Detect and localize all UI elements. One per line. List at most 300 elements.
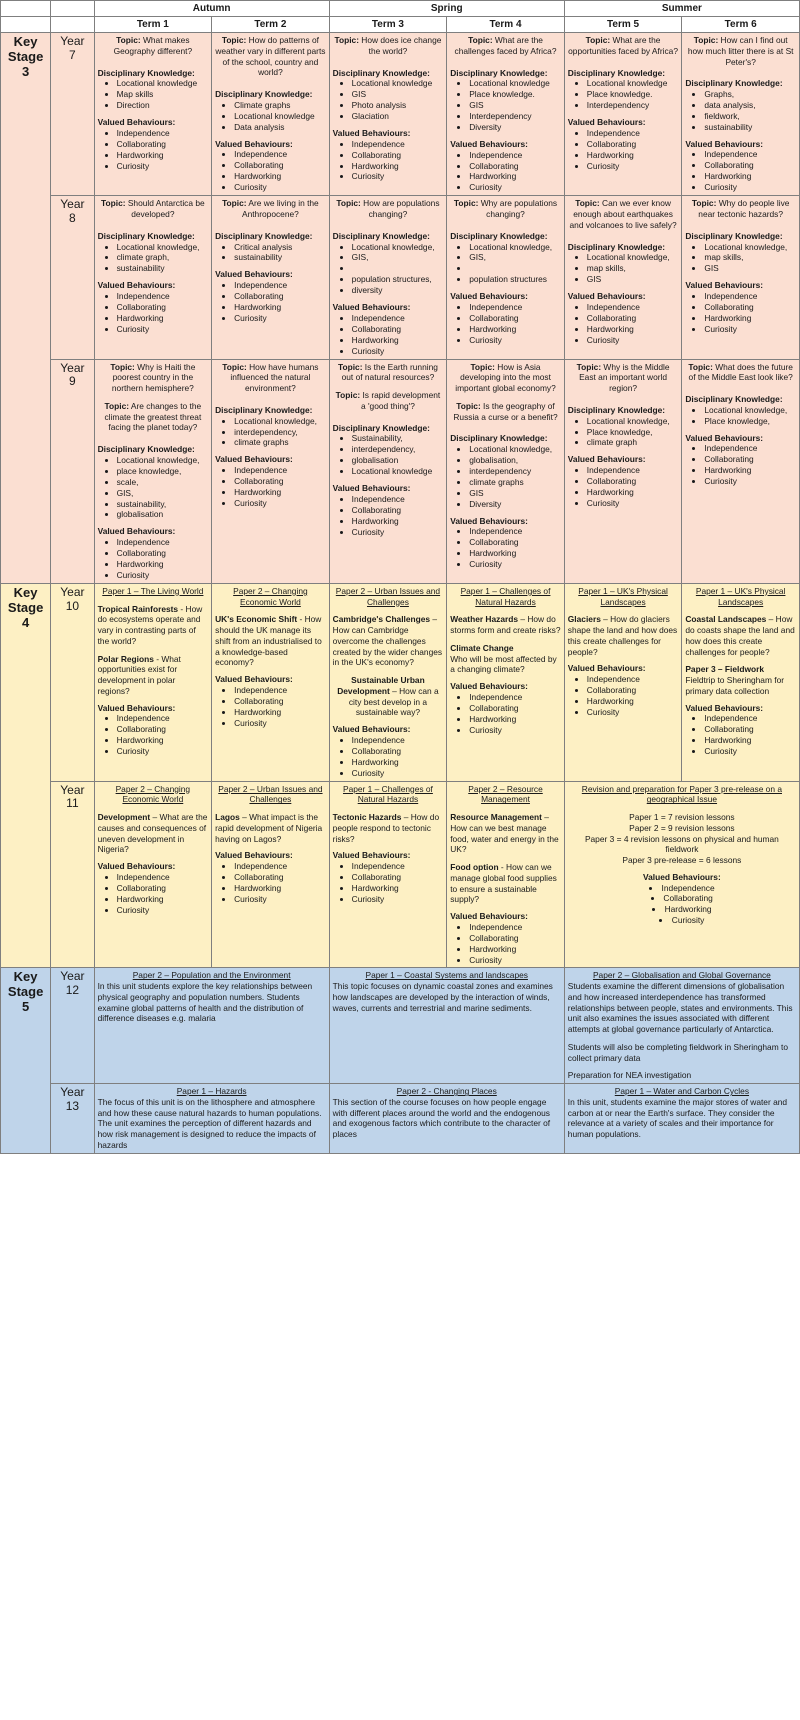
topic-question: Topic: Why are populations changing? bbox=[453, 198, 558, 220]
unit-description: In this unit students explore the key relationships between physical geography and population numbers. Students examine global patterns of health and the distribution of difference diseases e.g. malaria bbox=[97, 981, 313, 1024]
valued-behaviours-label: Valued Behaviours: bbox=[685, 280, 764, 291]
valued-behaviours-label: Valued Behaviours: bbox=[685, 432, 764, 443]
cell-content bbox=[215, 362, 326, 509]
bullet-item: • Curiosity bbox=[587, 498, 679, 509]
valued-behaviours-label: Valued Behaviours: bbox=[97, 861, 176, 871]
paper-section bbox=[568, 586, 679, 658]
cell-content bbox=[333, 35, 444, 182]
bullet-item: • interdependency, bbox=[234, 427, 326, 438]
valued-behaviours-list bbox=[685, 149, 796, 193]
year-row-y13 bbox=[1, 1084, 800, 1154]
valued-behaviours-block bbox=[98, 703, 209, 757]
bullet-item: • Collaborating bbox=[469, 933, 561, 944]
bullet-item: • Hardworking bbox=[352, 161, 444, 172]
bullet-item: • Hardworking bbox=[352, 757, 444, 768]
valued-behaviours-list bbox=[450, 692, 561, 736]
valued-behaviours-label: Valued Behaviours: bbox=[97, 526, 176, 537]
cell-content bbox=[98, 784, 209, 916]
bullet-item: • Collaborating bbox=[568, 893, 796, 904]
bullet-item: • Curiosity bbox=[587, 161, 679, 172]
valued-behaviours-block bbox=[215, 139, 326, 193]
paper-heading: Paper 2 – Urban Issues and Challenges bbox=[335, 585, 441, 607]
bullet-item: • Collaborating bbox=[117, 139, 209, 150]
bullet-item: • Independence bbox=[117, 713, 209, 724]
spacer bbox=[215, 78, 326, 89]
paper-heading: Paper 2 - Changing Places bbox=[396, 1086, 497, 1097]
disciplinary-knowledge-label: Disciplinary Knowledge: bbox=[685, 230, 783, 241]
topic-question: Topic: Are we living in the Anthropocene? bbox=[222, 198, 319, 220]
valued-behaviours-list bbox=[450, 150, 561, 194]
bullet-item: • Independence bbox=[469, 922, 561, 933]
topic-section bbox=[568, 198, 679, 285]
revision-cell bbox=[564, 781, 799, 968]
bullet-item: • Independence bbox=[117, 128, 209, 139]
bullet-item: • Curiosity bbox=[234, 498, 326, 509]
valued-behaviours-block bbox=[333, 483, 444, 537]
disciplinary-knowledge-label: Disciplinary Knowledge: bbox=[97, 67, 195, 78]
paper-heading: Paper 1 – Coastal Systems and landscapes bbox=[365, 970, 528, 981]
bullet-item: • place knowledge, bbox=[117, 466, 209, 477]
paper-topic: Sustainable Urban Development – How can a city best develop in a sustainable way? bbox=[337, 675, 439, 718]
disciplinary-knowledge-label: Disciplinary Knowledge: bbox=[450, 230, 548, 241]
topic-question: Topic: What are the opportunities faced by Africa? bbox=[568, 35, 678, 56]
curriculum-cell bbox=[329, 359, 447, 583]
curriculum-cell bbox=[447, 196, 565, 359]
topic-question-secondary: Topic: Is the geography of Russia a curse or a benefit? bbox=[453, 400, 558, 422]
valued-behaviours-list bbox=[450, 302, 561, 346]
disciplinary-knowledge-list bbox=[215, 242, 326, 264]
bullet-item: • Independence bbox=[469, 526, 561, 537]
valued-behaviours-list bbox=[333, 139, 444, 183]
unit-description-extra-2: Preparation for NEA investigation bbox=[567, 1070, 692, 1081]
year-label-y12: Year 12 bbox=[51, 968, 94, 1084]
bullet-item: • Hardworking bbox=[234, 487, 326, 498]
disciplinary-knowledge-list bbox=[98, 78, 209, 111]
disciplinary-knowledge-list bbox=[450, 78, 561, 133]
bullet-item: • Independence bbox=[704, 149, 796, 160]
bullet-item: • Collaborating bbox=[234, 160, 326, 171]
bullet-item: • Curiosity bbox=[469, 725, 561, 736]
valued-behaviours-label: Valued Behaviours: bbox=[450, 515, 528, 526]
bullet-item: • Collaborating bbox=[587, 313, 679, 324]
bullet-item: • Hardworking bbox=[469, 714, 561, 725]
curriculum-cell bbox=[94, 196, 212, 359]
valued-behaviours-block bbox=[333, 724, 444, 778]
bullet-item: • Independence bbox=[234, 280, 326, 291]
cell-content bbox=[568, 198, 679, 345]
topic-section bbox=[333, 198, 444, 296]
topic-question: Topic: How are populations changing? bbox=[336, 198, 440, 220]
paper-heading: Paper 2 – Urban Issues and Challenges bbox=[218, 783, 323, 805]
bullet-item: • Locational knowledge, bbox=[234, 416, 326, 427]
bullet-item: • Locational knowledge bbox=[117, 78, 209, 89]
topic-question: Topic: Why is Haiti the poorest country in the northern hemisphere? bbox=[110, 361, 196, 394]
topic-section bbox=[450, 362, 561, 510]
curriculum-cell bbox=[564, 1084, 799, 1154]
paper-topic: Paper 3 – Fieldwork Fieldtrip to Sheringham for primary data collection bbox=[685, 664, 785, 696]
valued-behaviours-block bbox=[568, 291, 679, 345]
disciplinary-knowledge-list bbox=[568, 78, 679, 111]
valued-behaviours-label: Valued Behaviours: bbox=[215, 138, 293, 149]
valued-behaviours-list bbox=[333, 861, 444, 905]
valued-behaviours-block bbox=[98, 280, 209, 334]
bullet-item: • Collaborating bbox=[234, 291, 326, 302]
curriculum-cell bbox=[94, 359, 212, 583]
topic-section bbox=[215, 35, 326, 133]
paper-topic: Tectonic Hazards – How do people respond to tectonic risks? bbox=[332, 812, 440, 844]
cell-content bbox=[568, 784, 796, 927]
bullet-item: • Independence bbox=[234, 149, 326, 160]
spacer bbox=[333, 668, 444, 675]
disciplinary-knowledge-label: Disciplinary Knowledge: bbox=[332, 67, 430, 78]
spacer bbox=[685, 220, 796, 231]
disciplinary-knowledge-label: Disciplinary Knowledge: bbox=[332, 230, 430, 241]
spacer bbox=[333, 220, 444, 231]
spacer bbox=[568, 607, 679, 614]
key-stage-label-ks3: Key Stage 3 bbox=[1, 33, 51, 584]
term-header-row bbox=[1, 17, 800, 33]
bullet-item: • Collaborating bbox=[587, 476, 679, 487]
topic-section bbox=[98, 198, 209, 274]
valued-behaviours-label: Valued Behaviours: bbox=[215, 674, 293, 685]
topic-section bbox=[568, 362, 679, 449]
bullet-item: • Locational knowledge bbox=[352, 78, 444, 89]
bullet-item: • Collaborating bbox=[469, 703, 561, 714]
paper-topic: Glaciers – How do glaciers shape the land and how does this create challenges for people? bbox=[567, 614, 678, 657]
revision-line-2: Paper 2 = 9 revision lessons bbox=[629, 822, 735, 833]
spacer bbox=[450, 220, 561, 231]
bullet-item: • Hardworking bbox=[117, 735, 209, 746]
unit-description: The focus of this unit is on the lithosphere and atmosphere and how these cause natural hazards to human populations. The unit examines the perception of different hazards and how risk management is designed to reduce the impacts of hazards bbox=[97, 1096, 322, 1150]
bullet-item: • Independence bbox=[587, 302, 679, 313]
valued-behaviours-block bbox=[333, 850, 444, 904]
bullet-item: • Locational knowledge, bbox=[117, 242, 209, 253]
spacer bbox=[450, 855, 561, 862]
paper-topic: Polar Regions - What opportunities exist for development in polar regions? bbox=[97, 653, 181, 696]
curriculum-cell bbox=[329, 1084, 564, 1154]
valued-behaviours-block bbox=[215, 269, 326, 323]
bullet-item: • Independence bbox=[469, 302, 561, 313]
bullet-item: • Hardworking bbox=[117, 894, 209, 905]
bullet-item: • Curiosity bbox=[704, 324, 796, 335]
valued-behaviours-block bbox=[450, 681, 561, 735]
valued-behaviours-label: Valued Behaviours: bbox=[97, 280, 176, 291]
paper-heading: Paper 1 – The Living World bbox=[102, 585, 204, 596]
disciplinary-knowledge-label: Disciplinary Knowledge: bbox=[97, 444, 195, 455]
cell-content bbox=[333, 784, 444, 905]
valued-behaviours-block bbox=[685, 703, 796, 757]
topic-question: Topic: How can I find out how much litter there is at St Peter's? bbox=[687, 35, 794, 67]
curriculum-cell bbox=[212, 33, 330, 196]
cell-content bbox=[450, 586, 561, 736]
disciplinary-knowledge-label: Disciplinary Knowledge: bbox=[215, 230, 313, 241]
cell-content bbox=[685, 35, 796, 193]
paper-heading: Paper 2 – Resource Management bbox=[468, 783, 543, 805]
bullet-item: • Hardworking bbox=[704, 171, 796, 182]
bullet-item: • Curiosity bbox=[587, 707, 679, 718]
disciplinary-knowledge-list bbox=[685, 242, 796, 275]
bullet-item: • GIS bbox=[469, 100, 561, 111]
curriculum-cell bbox=[682, 196, 800, 359]
valued-behaviours-label: Valued Behaviours: bbox=[567, 663, 646, 674]
curriculum-cell bbox=[212, 196, 330, 359]
bullet-item: • Curiosity bbox=[234, 313, 326, 324]
bullet-item: • Graphs, bbox=[704, 89, 796, 100]
bullet-item: • sustainability bbox=[117, 263, 209, 274]
curriculum-cell bbox=[447, 781, 565, 968]
bullet-item: • Collaborating bbox=[352, 505, 444, 516]
year-row-y8 bbox=[1, 196, 800, 359]
topic-section bbox=[98, 362, 209, 521]
bullet-item: • Glaciation bbox=[352, 111, 444, 122]
revision-section bbox=[568, 784, 796, 866]
cell-content bbox=[450, 198, 561, 345]
bullet-item: • Curiosity bbox=[117, 746, 209, 757]
bullet-item: • Independence bbox=[117, 872, 209, 883]
year-label-y7: Year 7 bbox=[51, 33, 94, 196]
paper-section bbox=[98, 784, 209, 856]
spacer bbox=[215, 394, 326, 405]
bullet-item: • Photo analysis bbox=[352, 100, 444, 111]
bullet-item: • GIS, bbox=[352, 252, 444, 263]
topic-section bbox=[685, 198, 796, 274]
cell-content bbox=[215, 586, 326, 729]
valued-behaviours-label: Valued Behaviours: bbox=[567, 291, 646, 302]
bullet-item: • Locational knowledge, bbox=[587, 252, 679, 263]
bullet-item: • Collaborating bbox=[469, 161, 561, 172]
cell-content bbox=[450, 35, 561, 193]
paper-heading: Paper 2 – Population and the Environment bbox=[132, 970, 291, 981]
valued-behaviours-list bbox=[98, 291, 209, 335]
revision-heading: Revision and preparation for Paper 3 pre-release on a geographical Issue bbox=[581, 783, 782, 805]
spacer bbox=[333, 805, 444, 812]
spacer bbox=[333, 607, 444, 614]
bullet-item: • Independence bbox=[587, 465, 679, 476]
topic-question: Topic: Can we ever know enough about earthquakes and volcanoes to live safely? bbox=[569, 198, 677, 230]
valued-behaviours-list bbox=[333, 313, 444, 357]
disciplinary-knowledge-label: Disciplinary Knowledge: bbox=[332, 422, 430, 433]
valued-behaviours-label: Valued Behaviours: bbox=[215, 850, 293, 861]
bullet-item: • Hardworking bbox=[704, 465, 796, 476]
spacer bbox=[215, 220, 326, 231]
valued-behaviours-block bbox=[568, 454, 679, 508]
disciplinary-knowledge-list bbox=[568, 252, 679, 285]
corner-blank bbox=[51, 1, 94, 17]
cell-content bbox=[685, 198, 796, 334]
bullet-item: • Locational knowledge, bbox=[469, 242, 561, 253]
valued-behaviours-label: Valued Behaviours: bbox=[215, 269, 293, 280]
spacer bbox=[450, 607, 561, 614]
bullet-item: • Collaborating bbox=[117, 548, 209, 559]
cell-content bbox=[215, 198, 326, 324]
valued-behaviours-label: Valued Behaviours: bbox=[567, 117, 646, 128]
valued-behaviours-list bbox=[215, 149, 326, 193]
bullet-item: • Hardworking bbox=[587, 696, 679, 707]
valued-behaviours-list bbox=[215, 685, 326, 729]
spacer bbox=[685, 383, 796, 394]
curriculum-cell bbox=[94, 968, 329, 1084]
spacer bbox=[98, 433, 209, 444]
disciplinary-knowledge-label: Disciplinary Knowledge: bbox=[685, 394, 783, 405]
curriculum-cell bbox=[94, 1084, 329, 1154]
paper-heading: Paper 1 – Water and Carbon Cycles bbox=[614, 1086, 750, 1097]
spacer bbox=[568, 805, 796, 812]
bullet-item: • GIS bbox=[704, 263, 796, 274]
year-label-y9: Year 9 bbox=[51, 359, 94, 583]
bullet-item: • globalisation, bbox=[469, 455, 561, 466]
cell-content bbox=[215, 784, 326, 905]
season-header-spring: Spring bbox=[329, 1, 564, 17]
bullet-item: • Independence bbox=[704, 713, 796, 724]
bullet-item: • Independence bbox=[469, 692, 561, 703]
cell-content bbox=[333, 362, 444, 538]
spacer bbox=[98, 57, 209, 68]
paper-topic: UK's Economic Shift - How should the UK manage its shift from an industrialised to a knowledge-based economy? bbox=[215, 614, 322, 668]
bullet-item: • Independence bbox=[352, 313, 444, 324]
bullet-item: • Curiosity bbox=[469, 182, 561, 193]
bullet-item: • Independence bbox=[352, 735, 444, 746]
valued-behaviours-label: Valued Behaviours: bbox=[643, 871, 721, 882]
cell-content bbox=[685, 362, 796, 488]
spacer bbox=[685, 67, 796, 78]
disciplinary-knowledge-list bbox=[98, 455, 209, 521]
bullet-item: • Curiosity bbox=[352, 894, 444, 905]
bullet-item: • Collaborating bbox=[352, 872, 444, 883]
year-label-y11: Year 11 bbox=[51, 781, 94, 968]
topic-section bbox=[685, 362, 796, 427]
bullet-item: • Hardworking bbox=[352, 335, 444, 346]
valued-behaviours-block bbox=[333, 302, 444, 356]
topic-question: Topic: How does ice change the world? bbox=[334, 35, 442, 56]
bullet-item: • sustainability bbox=[234, 252, 326, 263]
season-header-autumn: Autumn bbox=[94, 1, 329, 17]
bullet-item: • sustainability, bbox=[117, 499, 209, 510]
disciplinary-knowledge-list bbox=[450, 242, 561, 286]
paper-section bbox=[333, 586, 444, 718]
unit-description-extra: Students will also be completing fieldwork in Sheringham to collect primary data bbox=[567, 1041, 788, 1063]
valued-behaviours-label: Valued Behaviours: bbox=[450, 681, 528, 692]
spacer bbox=[568, 1063, 796, 1070]
bullet-item: • Curiosity bbox=[117, 324, 209, 335]
bullet-item: • Locational knowledge bbox=[234, 111, 326, 122]
valued-behaviours-block bbox=[98, 526, 209, 580]
disciplinary-knowledge-list bbox=[450, 444, 561, 510]
valued-behaviours-block bbox=[98, 117, 209, 171]
unit-description: This section of the course focuses on how people engage with different places around the world and the endogenous and exogenous factors which contribute to the character of places bbox=[332, 1096, 551, 1140]
curriculum-cell bbox=[682, 33, 800, 196]
bullet-item: • Independence bbox=[352, 494, 444, 505]
disciplinary-knowledge-list bbox=[215, 100, 326, 133]
bullet-item: • Curiosity bbox=[352, 171, 444, 182]
paper-heading: Paper 2 – Globalisation and Global Governance bbox=[592, 970, 771, 981]
disciplinary-knowledge-label: Disciplinary Knowledge: bbox=[215, 89, 313, 99]
year-label-y13: Year 13 bbox=[51, 1084, 94, 1154]
bullet-item: • Collaborating bbox=[117, 302, 209, 313]
spacer bbox=[450, 805, 561, 812]
valued-behaviours-label: Valued Behaviours: bbox=[685, 702, 764, 713]
topic-question: Topic: Is the Earth running out of natural resources? bbox=[337, 361, 438, 383]
disciplinary-knowledge-label: Disciplinary Knowledge: bbox=[97, 230, 195, 241]
disciplinary-knowledge-list bbox=[98, 242, 209, 275]
curriculum-cell bbox=[447, 583, 565, 781]
bullet-item: • climate graphs bbox=[234, 437, 326, 448]
bullet-item: • Independence bbox=[117, 537, 209, 548]
bullet-item: • scale, bbox=[117, 477, 209, 488]
topic-question: Topic: How have humans influenced the natural environment? bbox=[222, 361, 319, 394]
bullet-item: • Curiosity bbox=[469, 559, 561, 570]
bullet-item: • Hardworking bbox=[469, 548, 561, 559]
season-header-row bbox=[1, 1, 800, 17]
bullet-item: • diversity bbox=[352, 285, 444, 296]
paper-section bbox=[685, 586, 796, 697]
bullet-item: • Curiosity bbox=[234, 718, 326, 729]
term-header-1: Term 1 bbox=[94, 17, 212, 33]
spacer bbox=[333, 412, 444, 423]
paper-topic: Cambridge's Challenges – How can Cambridge overcome the challenges created by the wider changes in the UK's economy? bbox=[332, 614, 443, 668]
valued-behaviours-list bbox=[450, 526, 561, 570]
valued-behaviours-label: Valued Behaviours: bbox=[450, 291, 528, 302]
topic-section bbox=[568, 35, 679, 111]
valued-behaviours-label: Valued Behaviours: bbox=[215, 454, 293, 465]
bullet-item: • Hardworking bbox=[234, 707, 326, 718]
bullet-item: • Independence bbox=[469, 150, 561, 161]
revision-line-1: Paper 1 = 7 revision lessons bbox=[629, 812, 735, 822]
curriculum-cell bbox=[329, 196, 447, 359]
bullet-item: • Locational knowledge, bbox=[704, 405, 796, 416]
bullet-item: • Curiosity bbox=[117, 570, 209, 581]
spacer bbox=[568, 394, 679, 405]
paper-topic: Food option - How can we manage global food supplies to ensure a sustainable supply? bbox=[450, 862, 557, 905]
valued-behaviours-label: Valued Behaviours: bbox=[450, 138, 528, 149]
disciplinary-knowledge-list bbox=[215, 416, 326, 449]
paper-heading: Paper 1 – UK's Physical Landscapes bbox=[695, 585, 786, 607]
valued-behaviours-block bbox=[215, 454, 326, 508]
valued-behaviours-block bbox=[685, 280, 796, 334]
paper-heading: Paper 1 – Challenges of Natural Hazards bbox=[343, 783, 433, 805]
valued-behaviours-list bbox=[568, 302, 679, 346]
topic-question: Topic: Why is the Middle East an important world region? bbox=[576, 361, 670, 394]
bullet-item: • Independence bbox=[587, 128, 679, 139]
cell-content bbox=[333, 198, 444, 356]
bullet-item: • Curiosity bbox=[234, 894, 326, 905]
bullet-item: • Curiosity bbox=[704, 476, 796, 487]
valued-behaviours-list bbox=[215, 465, 326, 509]
paper-heading: Paper 2 – Changing Economic World bbox=[115, 783, 191, 805]
bullet-item: • Hardworking bbox=[587, 487, 679, 498]
topic-question: Topic: Should Antarctica be developed? bbox=[101, 198, 205, 220]
valued-behaviours-list bbox=[450, 922, 561, 966]
disciplinary-knowledge-label: Disciplinary Knowledge: bbox=[215, 404, 313, 415]
bullet-item: • Diversity bbox=[469, 499, 561, 510]
year-row-y11 bbox=[1, 781, 800, 968]
valued-behaviours-list bbox=[568, 128, 679, 172]
spacer bbox=[215, 607, 326, 614]
bullet-item: • Collaborating bbox=[704, 160, 796, 171]
bullet-item: • Collaborating bbox=[234, 872, 326, 883]
bullet-item: • Collaborating bbox=[704, 302, 796, 313]
spacer bbox=[450, 394, 561, 401]
curriculum-cell bbox=[329, 968, 564, 1084]
bullet-item: • climate graph, bbox=[117, 252, 209, 263]
disciplinary-knowledge-label: Disciplinary Knowledge: bbox=[567, 241, 666, 252]
bullet-item: • Hardworking bbox=[568, 904, 796, 915]
spacer bbox=[98, 647, 209, 654]
bullet-item: • Locational knowledge bbox=[352, 466, 444, 477]
disciplinary-knowledge-label: Disciplinary Knowledge: bbox=[685, 78, 783, 89]
bullet-item: • Diversity bbox=[469, 122, 561, 133]
valued-behaviours-label: Valued Behaviours: bbox=[332, 850, 411, 861]
valued-behaviours-block bbox=[685, 433, 796, 487]
